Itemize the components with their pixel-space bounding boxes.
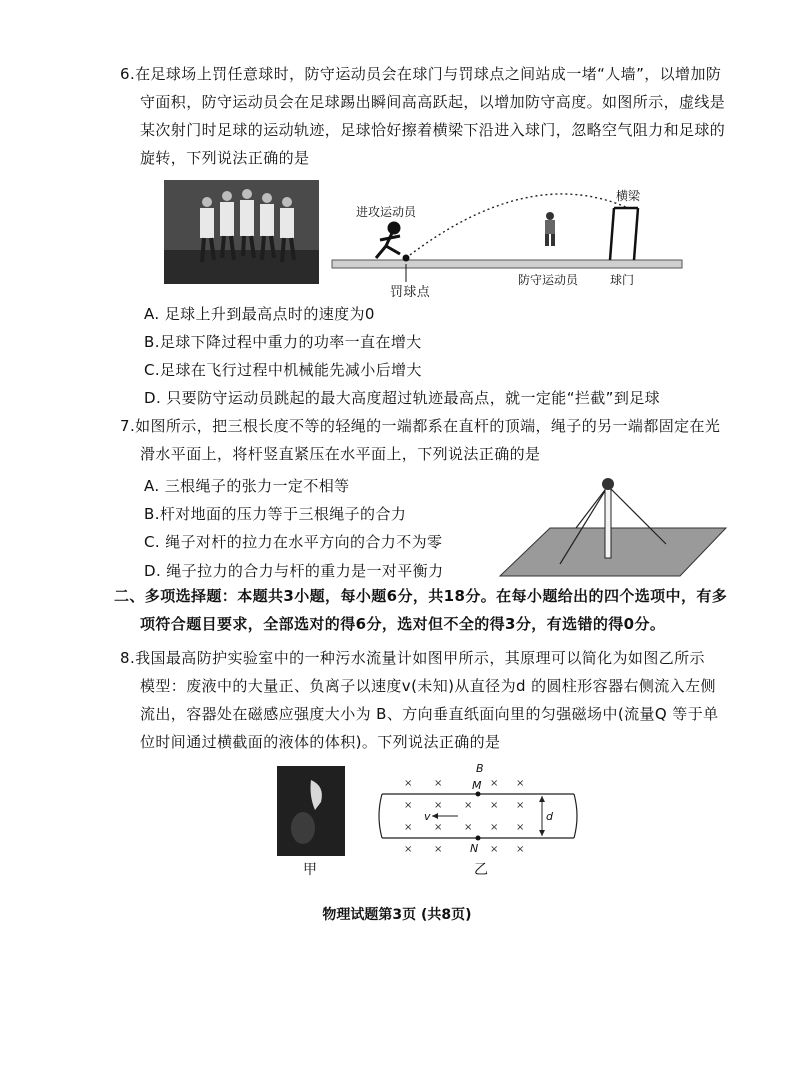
field-cross: × — [434, 822, 443, 833]
field-cross: × — [516, 800, 525, 811]
field-cross: × — [464, 822, 473, 833]
magnetic-flow-diagram — [378, 760, 588, 864]
field-cross: × — [404, 844, 413, 855]
field-cross: × — [434, 778, 443, 789]
electrode-m — [476, 792, 481, 797]
q8-line-3: 流出，容器处在磁感应强度大小为 B、方向垂直纸面向里的匀强磁场中(流量Q 等于单 — [140, 705, 719, 723]
field-cross: × — [490, 844, 499, 855]
electrode-n — [476, 836, 481, 841]
point-m-label: M — [472, 779, 482, 792]
q7-option-b: B.杆对地面的压力等于三根绳子的合力 — [144, 505, 407, 523]
penalty-spot-label: 罚球点 — [390, 285, 431, 300]
goal-label: 球门 — [610, 273, 635, 287]
field-cross: × — [404, 822, 413, 833]
attacker-label: 进攻运动员 — [356, 205, 417, 219]
ground — [332, 260, 682, 268]
football-wall-photo-art — [164, 180, 319, 284]
ball-trajectory — [406, 194, 628, 258]
crossbar-label: 横梁 — [616, 189, 641, 203]
pole-top-knob — [602, 478, 614, 490]
diameter-d-label: d — [546, 810, 553, 823]
field-cross: × — [490, 822, 499, 833]
section2-line-1: 二、多项选择题：本题共3小题，每小题6分，共18分。在每小题给出的四个选项中，有多 — [114, 587, 728, 605]
free-kick-diagram — [328, 178, 686, 298]
flowmeter-photo — [277, 766, 345, 856]
q6-option-a: A. 足球上升到最高点时的速度为0 — [144, 305, 375, 323]
field-cross: × — [404, 800, 413, 811]
q7-option-c: C. 绳子对杆的拉力在水平方向的合力不为零 — [144, 533, 443, 551]
field-cross: × — [516, 822, 525, 833]
horizontal-plane — [500, 528, 726, 576]
section2-line-2: 项符合题目要求，全部选对的得6分，选对但不全的得3分，有选错的得0分。 — [140, 615, 666, 633]
q8-line-4: 位时间通过横截面的液体的体积)。下列说法正确的是 — [140, 733, 501, 751]
q7-line-1: 7.如图所示，把三根长度不等的轻绳的一端都系在直杆的顶端，绳子的另一端都固定在光 — [120, 417, 721, 435]
field-cross: × — [434, 844, 443, 855]
field-cross: × — [516, 844, 525, 855]
q6-option-c: C.足球在飞行过程中机械能先减小后增大 — [144, 361, 422, 379]
q7-option-a: A. 三根绳子的张力一定不相等 — [144, 477, 350, 495]
defender-label: 防守运动员 — [518, 273, 579, 287]
flowmeter-photo-art — [277, 766, 345, 856]
football-wall-photo — [164, 180, 319, 284]
q7-option-d: D. 绳子拉力的合力与杆的重力是一对平衡力 — [144, 562, 444, 580]
defender-figure — [545, 212, 555, 246]
magnetic-field-crosses — [404, 778, 524, 855]
field-cross: × — [516, 778, 525, 789]
velocity-v-label: v — [424, 810, 431, 823]
field-cross: × — [434, 800, 443, 811]
q8-line-2: 模型：废液中的大量正、负离子以速度v(未知)从直径为d 的圆柱形容器右侧流入左侧 — [140, 677, 716, 695]
q6-line-3: 某次射门时足球的运动轨迹，足球恰好擦着横梁下沿进入球门，忽略空气阻力和足球的 — [140, 121, 726, 139]
pole-ropes-diagram — [490, 470, 730, 582]
field-cross: × — [404, 778, 413, 789]
field-b-label: B — [476, 762, 484, 775]
field-cross: × — [490, 778, 499, 789]
q7-line-2: 滑水平面上，将杆竖直紧压在水平面上，下列说法正确的是 — [140, 445, 541, 463]
q8-line-1: 8.我国最高防护实验室中的一种污水流量计如图甲所示，其原理可以简化为如图乙所示 — [120, 649, 705, 667]
field-cross: × — [490, 800, 499, 811]
figure-jia-label: 甲 — [303, 862, 318, 878]
q6-line-4: 旋转，下列说法正确的是 — [140, 149, 310, 167]
pole — [605, 486, 611, 558]
ball — [403, 255, 410, 262]
goal-frame — [610, 208, 638, 260]
page-footer: 物理试题第3页 (共8页) — [322, 907, 472, 923]
q6-option-b: B.足球下降过程中重力的功率一直在增大 — [144, 333, 422, 351]
q6-option-d: D. 只要防守运动员跳起的最大高度超过轨迹最高点，就一定能“拦截”到足球 — [144, 389, 661, 407]
q6-line-2: 守面积，防守运动员会在足球踢出瞬间高高跃起，以增加防守高度。如图所示，虚线是 — [140, 93, 726, 111]
point-n-label: N — [470, 842, 479, 855]
attacker-figure — [376, 223, 400, 258]
q6-line-1: 6.在足球场上罚任意球时，防守运动员会在球门与罚球点之间站成一堵“人墙”，以增加防 — [120, 65, 722, 83]
figure-yi-label: 乙 — [474, 862, 489, 878]
field-cross: × — [464, 800, 473, 811]
